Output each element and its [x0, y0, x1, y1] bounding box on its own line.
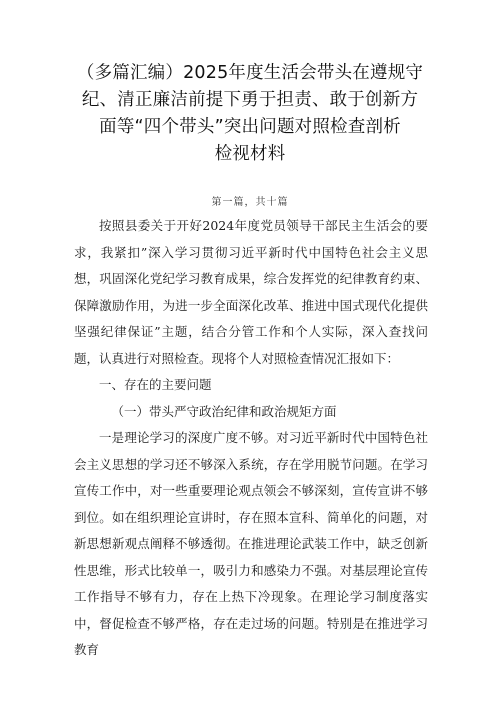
document-body	[74, 213, 428, 664]
document-title	[70, 60, 430, 168]
title-line-2: 纪、清正廉洁前提下勇于担责、敢于创新方	[81, 90, 419, 110]
subsection-heading: （一）带头严守政治纪律和政治规矩方面	[111, 403, 337, 419]
intro-paragraph: 按照县委关于开好2024年度党员领导干部民主生活会的要求，我紧扣”深入学习贯彻习近平新时代中国特色社会主义思想，巩固深化党纪学习教育成果，综合发挥党的纪律教育约束、保障激励作用，为进一步全面深化改革、推进中国式现代化提供坚强纪律保证”主题，结合分管工作和个人实际，深入查找问题，认真进行对照检查。现将个人对照检查情况汇报如下：	[74, 218, 428, 366]
title-line-3: 面等“四个带头”突出问题对照检查剖析	[99, 117, 401, 137]
body-paragraph: 一是理论学习的深度广度不够。对习近平新时代中国特色社会主义思想的学习还不够深入系统，存在学用脱节问题。在学习宣传工作中，对一些重要理论观点领会不够深刻，宣传宣讲不够到位。如在组织理论宣讲时，存在照本宣科、简单化的问题，对新思想新观点阐释不够透彻。在推进理论武装工作中，缺乏创新性思维，形式比较单一，吸引力和感染力不强。对基层理论宣传工作指导不够有力，存在上热下冷现象。在理论学习制度落实中，督促检查不够严格，存在走过场的问题。特别是在推进学习教育	[74, 430, 428, 657]
title-line-1: （多篇汇编）2025年度生活会带头在遵规守	[76, 63, 424, 83]
document-subtitle: 第一篇，共十篇	[211, 197, 289, 208]
section-heading: 一、存在的主要问题	[99, 377, 212, 392]
title-line-4: 检视材料	[214, 144, 286, 164]
